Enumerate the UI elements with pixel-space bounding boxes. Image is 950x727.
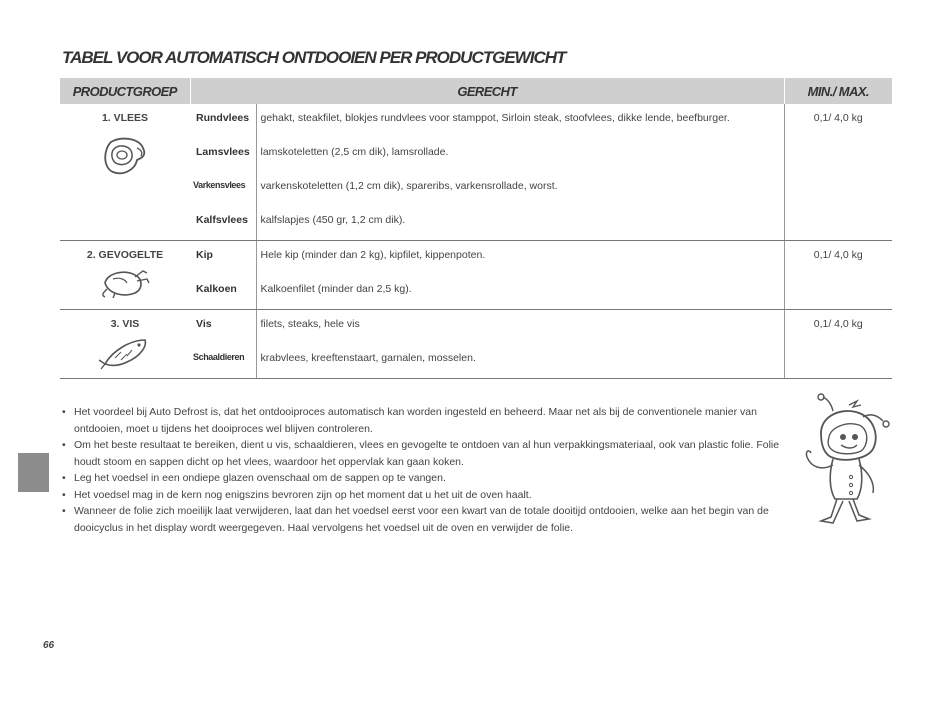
tips-list <box>62 404 802 536</box>
group-cell-vis <box>60 310 190 379</box>
sub-rundvlees: Rundvlees <box>190 104 256 138</box>
group-cell-vlees <box>60 104 190 241</box>
group-name: 3. VIS <box>110 318 140 330</box>
list-item: • Wanneer de folie zich moeilijk laat verwijderen, laat dan het voedsel eerst voor een kwart van de totale dooitijd ontdooien, welke aan het begin van de dooicyclus in het display wordt weergegeven. Haal vervolgens het voedsel uit de oven en verwijder de folie. <box>62 503 802 536</box>
page-title: TABEL VOOR AUTOMATISCH ONTDOOIEN PER PRODUCTGEWICHT <box>62 48 566 67</box>
desc-kalkoen: Kalkoenfilet (minder dan 2,5 kg). <box>256 275 784 310</box>
table-row <box>60 310 892 345</box>
minmax-gevogelte: 0,1/ 4,0 kg <box>784 241 892 310</box>
minmax-vlees: 0,1/ 4,0 kg <box>784 104 892 241</box>
desc-varkensvlees: varkenskoteletten (1,2 cm dik), spareribs, varkensrollade, worst. <box>256 172 784 206</box>
sub-varkensvlees: Varkensvlees <box>190 172 256 206</box>
list-item: • Het voedsel mag in de kern nog enigszins bevroren zijn op het moment dat u het uit de oven haalt. <box>62 487 802 504</box>
desc-schaaldieren: krabvlees, kreeftenstaart, garnalen, mosselen. <box>256 344 784 379</box>
desc-vis: filets, steaks, hele vis <box>256 310 784 345</box>
header-min-max: MIN./ MAX. <box>784 78 892 104</box>
mascot-character-icon <box>793 393 898 528</box>
table-row <box>60 241 892 276</box>
desc-rundvlees: gehakt, steakfilet, blokjes rundvlees voor stamppot, Sirloin steak, stoofvlees, dikke lende, beefburger. <box>256 104 784 138</box>
sub-vis: Vis <box>190 310 256 345</box>
header-gerecht: GERECHT <box>190 78 784 104</box>
sub-kip: Kip <box>190 241 256 276</box>
list-item: • Het voordeel bij Auto Defrost is, dat het ontdooiproces automatisch kan worden ingesteld en beheerd. Maar net als bij de conventionele manier van ontdooien, moet u tijdens het dooiproces wel blijven controleren. <box>62 404 802 437</box>
group-name: 2. GEVOGELTE <box>86 249 164 261</box>
defrost-table <box>60 78 892 379</box>
desc-kalfsvlees: kalfslapjes (450 gr, 1,2 cm dik). <box>256 206 784 241</box>
meat-steak-icon <box>101 134 149 178</box>
sub-lamsvlees: Lamsvlees <box>190 138 256 172</box>
sub-kalkoen: Kalkoen <box>190 275 256 310</box>
group-cell-gevogelte <box>60 241 190 310</box>
desc-lamsvlees: lamskoteletten (2,5 cm dik), lamsrollade. <box>256 138 784 172</box>
header-productgroep: PRODUCTGROEP <box>60 78 190 104</box>
table-row <box>60 104 892 138</box>
fish-icon <box>97 334 153 370</box>
desc-kip: Hele kip (minder dan 2 kg), kipfilet, kippenpoten. <box>256 241 784 276</box>
sub-schaaldieren: Schaaldieren <box>190 344 256 379</box>
section-tab-marker <box>18 453 49 492</box>
page-number: 66 <box>43 640 55 651</box>
table-header-row <box>60 78 892 104</box>
minmax-vis: 0,1/ 4,0 kg <box>784 310 892 379</box>
roast-chicken-icon <box>97 265 153 299</box>
group-name: 1. VLEES <box>101 112 149 124</box>
list-item: • Om het beste resultaat te bereiken, dient u vis, schaaldieren, vlees en gevogelte te ontdoen van al hun verpakkingsmateriaal, ook van plastic folie. Folie houdt stoom en sappen dicht op het vlees, waardoor het oppervlak kan gaan koken. <box>62 437 802 470</box>
sub-kalfsvlees: Kalfsvlees <box>190 206 256 241</box>
list-item: • Leg het voedsel in een ondiepe glazen ovenschaal om de sappen op te vangen. <box>62 470 802 487</box>
